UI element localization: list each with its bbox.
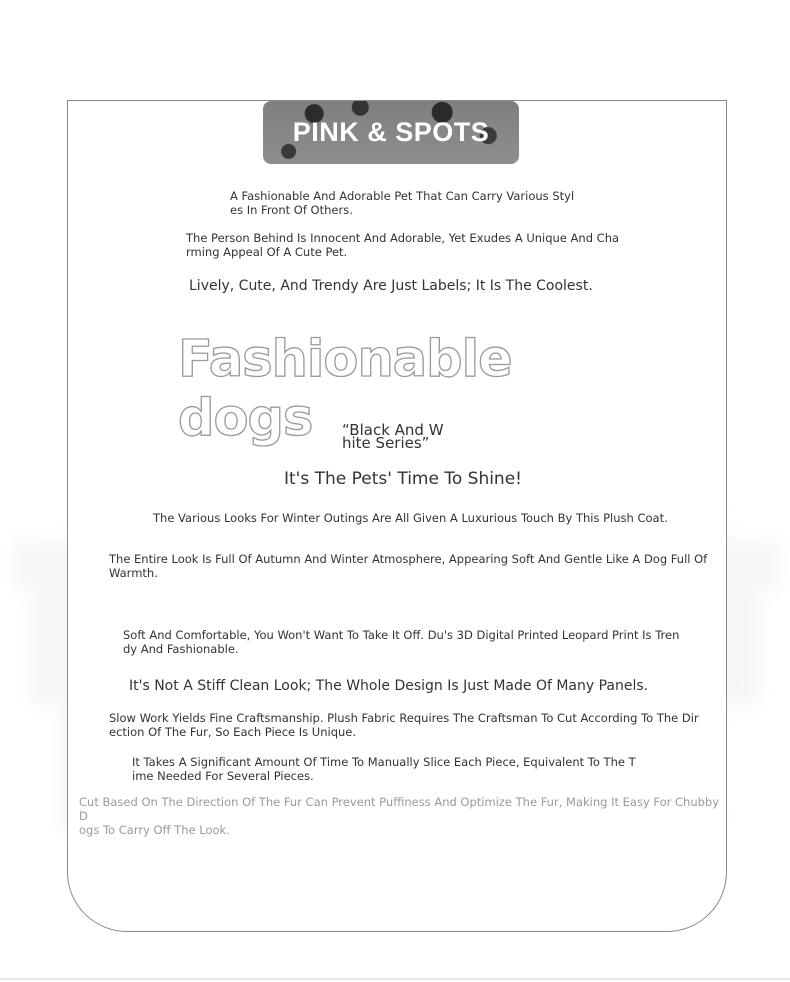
intro-line-2: The Person Behind Is Innocent And Adorable, Yet Exudes A Unique And Cha rming Appeal Of A Cute Pet. <box>186 231 620 259</box>
body-text-1: The Various Looks For Winter Outings Are All Given A Luxurious Touch By This Plush Coat. <box>153 511 668 525</box>
intro-line-1: A Fashionable And Adorable Pet That Can Carry Various Styl es In Front Of Others. <box>230 189 575 217</box>
shine-title: It's The Pets' Time To Shine! <box>284 469 522 489</box>
tagline: Lively, Cute, And Trendy Are Just Labels; It Is The Coolest. <box>189 278 593 294</box>
body-text-5: Slow Work Yields Fine Craftsmanship. Plush Fabric Requires The Craftsman To Cut According To The Dir ection Of The Fur, So Each Piece Is Unique. <box>109 711 699 739</box>
series-badge <box>263 101 519 164</box>
body-text-7: Cut Based On The Direction Of The Fur Can Prevent Puffiness And Optimize The Fur, Making It Easy For Chubby D ogs To Carry Off The Look. <box>79 795 720 837</box>
body-text-4: It's Not A Stiff Clean Look; The Whole Design Is Just Made Of Many Panels. <box>129 678 649 694</box>
badge-title: PINK & SPOTS <box>292 117 490 147</box>
body-text-6: It Takes A Significant Amount Of Time To Manually Slice Each Piece, Equivalent To The T ime Needed For Several Pieces. <box>132 755 636 783</box>
series-title: “Black And W hite Series” <box>342 421 444 452</box>
headline: Fashionable dogs <box>178 330 512 448</box>
bottom-divider <box>0 978 790 980</box>
body-text-2: The Entire Look Is Full Of Autumn And Winter Atmosphere, Appearing Soft And Gentle Like A Dog Full Of Warmth. <box>109 552 708 580</box>
body-text-3: Soft And Comfortable, You Won't Want To Take It Off. Du's 3D Digital Printed Leopard Print Is Tren dy And Fashionable. <box>123 628 680 656</box>
